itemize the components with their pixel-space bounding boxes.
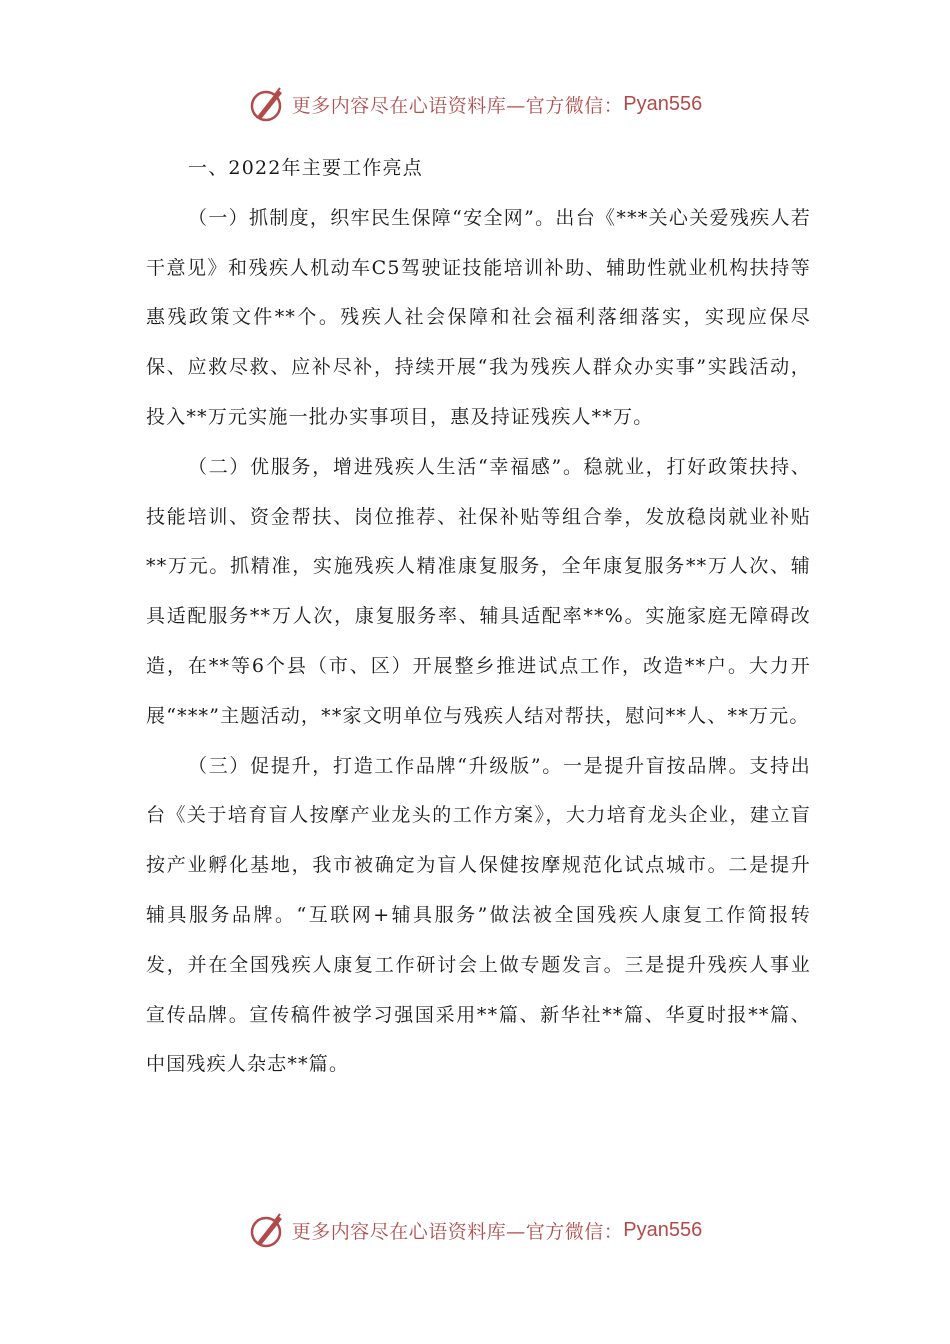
paragraph-2: （二）优服务，增进残疾人生活“幸福感”。稳就业，打好政策扶持、技能培训、资金帮扶、岗位推荐、社保补贴等组合拳，发放稳岗就业补贴**万元。抓精准，实施残疾人精准康复服务，全年康复服务**万人次、辅具适配服务**万人次，康复服务率、辅具适配率**%。实施家庭无障碍改造，在**等6个县（市、区）开展整乡推进试点工作，改造**户。大力开展“***”主题活动，**家文明单位与残疾人结对帮扶，慰问**人、**万元。 (146, 455, 811, 727)
watermark-wechat-id: Pyan556 (623, 1218, 703, 1241)
document-body (146, 144, 811, 1090)
watermark-text: 更多内容尽在心语资料库—官方微信： (291, 94, 624, 117)
section-heading: 一、2022年主要工作亮点 (188, 157, 423, 179)
watermark-text: 更多内容尽在心语资料库—官方微信： (291, 1220, 624, 1243)
watermark-banner-bottom (0, 1208, 950, 1252)
paragraph-1: （一）抓制度，织牢民生保障“安全网”。出台《***关心关爱残疾人若干意见》和残疾人机动车C5驾驶证技能培训补助、辅助性就业机构扶持等惠残政策文件**个。残疾人社会保障和社会福利落细落实，实现应保尽保、应救尽救、应补尽补，持续开展“我为残疾人群众办实事”实践活动，投入**万元实施一批办实事项目，惠及持证残疾人**万。 (146, 206, 811, 428)
paragraph-3: （三）促提升，打造工作品牌“升级版”。一是提升盲按品牌。支持出台《关于培育盲人按摩产业龙头的工作方案》，大力培育龙头企业，建立盲按产业孵化基地，我市被确定为盲人保健按摩规范化试点城市。二是提升辅具服务品牌。“互联网+辅具服务”做法被全国残疾人康复工作简报转发，并在全国残疾人康复工作研讨会上做专题发言。三是提升残疾人事业宣传品牌。宣传稿件被学习强国采用**篇、新华社**篇、华夏时报**篇、中国残疾人杂志**篇。 (146, 754, 811, 1076)
watermark-banner-top (0, 82, 950, 126)
watermark-wechat-id: Pyan556 (623, 92, 703, 115)
quill-pen-circle-icon (248, 84, 288, 124)
quill-pen-circle-icon (248, 1210, 288, 1250)
